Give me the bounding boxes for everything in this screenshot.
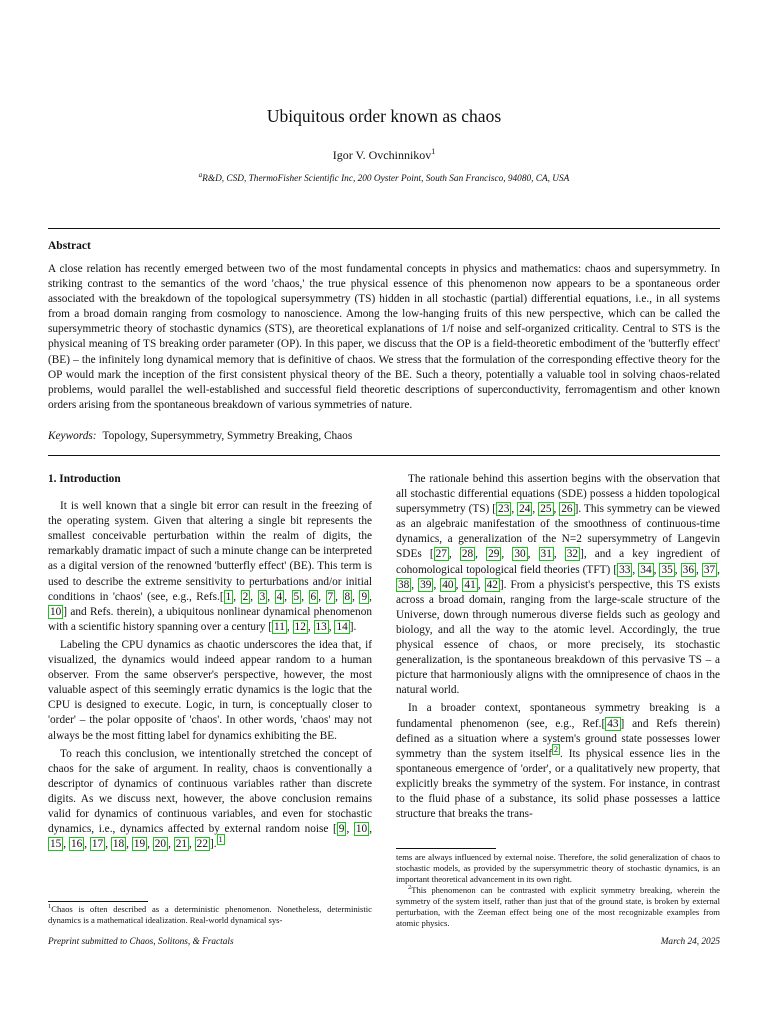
citation-link[interactable]: 6 xyxy=(310,590,317,603)
section-heading: 1. Introduction xyxy=(48,473,121,485)
footnote-rule-right xyxy=(396,848,496,849)
citation-link[interactable]: 11 xyxy=(274,620,285,633)
keywords xyxy=(48,430,352,442)
author-line xyxy=(0,148,768,163)
citation-link[interactable]: 10 xyxy=(355,823,368,836)
citation-link[interactable]: 21 xyxy=(175,838,188,851)
ref-group-7[interactable]: [ 43 ] xyxy=(601,717,625,730)
top-rule xyxy=(48,228,720,229)
paragraph-1: It is well known that a single bit error can result in the freezing of the operating system. Given that altering a single bit represents the smallest conceivable perturbation within the realm of digits, the remarkably dramatic impact of such a minute change can be interpreted as a digital version of the renowned 'butterfly effect' (BE). This term is used to describe the extreme sensitivity to perturbations and/or initial conditions in 'chaos' (see, e.g., Refs.[ 1 , 2 , 3 , 4 , 5 , 6 , 7 , 8 , 9 , 10 ] and Refs. therein), a ubiquitous nonlinear dynamical phenomenon with a scientific history spanning over a century [ 11 , 12 , 13 , 14 ]. xyxy=(48,500,372,633)
citation-link[interactable]: 14 xyxy=(336,620,348,633)
citation-link[interactable]: 10 xyxy=(50,605,62,618)
citation-link[interactable]: 4 xyxy=(276,590,283,603)
citation-link[interactable]: 8 xyxy=(344,590,351,603)
citation-link[interactable]: 41 xyxy=(464,578,476,591)
citation-link[interactable]: 34 xyxy=(640,563,652,576)
citation-link[interactable]: 32 xyxy=(566,548,579,561)
abstract-bottom-rule xyxy=(48,455,720,456)
footnote-link-2[interactable]: 2 xyxy=(554,744,559,754)
citation-link[interactable]: 12 xyxy=(294,620,306,633)
abstract-text: A close relation has recently emerged between two of the most fundamental concepts in physics and mathematics: chaos and supersymmetry. In striking contrast to the semantics of the word 'chaos,' the true physical essence of this phenomenon now appears to be a spontaneous order associated with the breakdown of the topological supersymmetry (TS) hidden in all stochastic (partial) differential equations, i.e., in all systems from a broad domain ranging from cosmology to nanoscience. Among the low-hanging fruits of this new perspective, which can be called the supersymmetric theory of stochastic dynamics (STS), are theoretical explanations of 1/f noise and self-organized criticality. Central to STS is the physical meaning of TS breaking order parameter (OP). In this paper, we discuss that the OP is a field-theoretic embodiment of the 'butterfly effect' (BE) – the infinitely long dynamical memory that is definitive of chaos. We stress that the formulation of the corresponding effective theory for the OP would mark the inception of the first consistent physical theory of the BE. Such a theory, potentially a valuable tool in solving chaos-related problems, would parallel the well-established and successful field theoretic descriptions of superconductivity, ferromagentism and other known orders arising from the spontaneous breakdown of various symmetries of nature. xyxy=(48,263,720,411)
citation-link[interactable]: 30 xyxy=(514,548,526,561)
author-mark: 1 xyxy=(431,147,436,156)
citation-link[interactable]: 40 xyxy=(442,578,454,591)
citation-link[interactable]: 16 xyxy=(70,838,83,851)
citation-link[interactable]: 2 xyxy=(242,590,249,603)
footer-journal: Preprint submitted to Chaos, Solitons, & Fractals xyxy=(48,937,234,947)
ref-group-6[interactable]: [ 33 , 34 , 35 , 36 , 37 , 38 , 39 , 40 , 41 , 42 ] xyxy=(398,563,720,591)
citation-link[interactable]: 26 xyxy=(561,503,573,516)
abstract-heading: Abstract xyxy=(48,240,91,252)
citation-link[interactable]: 7 xyxy=(327,590,334,603)
paragraph-4: The rationale behind this assertion begins with the observation that all stochastic differential equations (SDE) possess a hidden topological supersymmetry (TS) [ 23 , 24 , 25 , 26 ]. This symmetry can be viewed as an algebraic manifestation of the smoothness of continuous-time dynamics, a generalization of the N=2 supersymmetry of Langevin SDEs [ 27 , 28 , 29 , 30 , 31 , 32 ], and a key ingredient of cohomological topological field theories (TFT) [ 33 , 34 , 35 , 36 , 37 , 38 , 39 , 40 , 41 , 42 ]. From a physicist's perspective, this TS exists across a broad domain, ranging from the large-scale structure of the Universe, down through numerous diverse fields such as geology and biology, and all the way to the atomic level. Accordingly, the true physical essence of chaos, or more precisely, its stochastic generalization, is the spontaneous breakdown of this pervasive TS – a picture that harmoniously aligns with the omnipresence of chaos in the natural world. xyxy=(396,473,721,697)
citation-link[interactable]: 35 xyxy=(661,563,673,576)
citation-link[interactable]: 1 xyxy=(225,590,232,603)
ref-group-3[interactable]: [ 9 , 10 , 15 , 16 , 17 , 18 , 19 , 20 , 21 , 22 ] xyxy=(50,823,373,851)
footnote-1: $^1$Chaos is often described as a deterministic phenomenon. Nonetheless, deterministic dynamics is a mathematical idealization. Real-world dynamical sys- xyxy=(48,903,372,925)
citation-link[interactable]: 38 xyxy=(398,578,410,591)
affiliation xyxy=(0,170,768,184)
citation-link[interactable]: 9 xyxy=(361,590,368,603)
citation-link[interactable]: 20 xyxy=(154,838,167,851)
citation-link[interactable]: 9 xyxy=(338,823,345,836)
keywords-list: Topology, Supersymmetry, Symmetry Breaking, Chaos xyxy=(102,430,353,442)
citation-link[interactable]: 23 xyxy=(498,503,510,516)
citation-link[interactable]: 13 xyxy=(315,620,327,633)
citation-link[interactable]: 15 xyxy=(50,838,62,851)
ref-group-1[interactable]: [ 1 , 2 , 3 , 4 , 5 , 6 , 7 , 8 , 9 , 10 ] xyxy=(50,590,372,618)
citation-link[interactable]: 17 xyxy=(91,838,104,851)
ref-group-4[interactable]: [ 23 , 24 , 25 , 26 ] xyxy=(492,503,579,516)
citation-link[interactable]: 33 xyxy=(619,563,631,576)
paper-title: Ubiquitous order known as chaos xyxy=(266,106,502,126)
citation-link[interactable]: 37 xyxy=(703,563,716,576)
affiliation-mark: a xyxy=(198,170,203,179)
paragraph-5: In a broader context, spontaneous symmetry breaking is a fundamental phenomenon (see, e.g., Ref.[ 43 ] and Refs therein) defined as a situation where a system's ground state possesses lower symmetry than the system itself $^2$ . Its physical essence lies in the spontaneous emergence of 'order', or a qualitatively new property, that explicitly breaks the symmetry of the system. For instance, in contrast to the fluid phase of a substance, its solid phase possesses a lattice structure that breaks the trans- xyxy=(396,702,720,821)
citation-link[interactable]: 27 xyxy=(435,548,447,561)
author-name: Igor V. Ovchinnikov xyxy=(332,148,432,162)
paragraph-3: To reach this conclusion, we intentionally stretched the concept of chaos for the sake of argument. In reality, chaos is conventionally a descriptor of dynamics of continuous variables rather than discrete digits. As we discuss next, however, the above conclusion remains valid for dynamics of continuous variables, and even for stochastic dynamics, i.e., dynamics affected by external random noise [ 9 , 10 , 15 , 16 , 17 , 18 , 19 , 20 , 21 , 22 ]. $^1$ xyxy=(48,747,373,851)
footnote-1-continued: tems are always influenced by external noise. Therefore, the solid generalization of chaos to stochastic models, as provided by the supersymmetric theory of stochastic dynamics, is an important theoretical advancement in its own right. xyxy=(396,852,720,884)
citation-link[interactable]: 22 xyxy=(196,838,208,851)
left-column xyxy=(48,472,372,855)
citation-link[interactable]: 19 xyxy=(133,838,146,851)
affiliation-text: R&D, CSD, ThermoFisher Scientific Inc, 200 Oyster Point, South San Francisco, 94080, CA, USA xyxy=(202,174,570,184)
right-column xyxy=(396,472,720,825)
citation-link[interactable]: 28 xyxy=(461,548,474,561)
citation-link[interactable]: 31 xyxy=(540,548,552,561)
footer-date: March 24, 2025 xyxy=(660,937,720,947)
footnote-2: $^2$This phenomenon can be contrasted with explicit symmetry breaking, wherein the symmetry of the system itself, rather than just that of the ground state, is broken by external perturbation, with the Zeeman effect being one of the most recognizable examples from atomic physics. xyxy=(396,884,720,928)
citation-link[interactable]: 18 xyxy=(112,838,125,851)
citation-link[interactable]: 43 xyxy=(607,717,619,730)
keywords-label: Keywords: xyxy=(48,430,97,442)
footnote-link-1[interactable]: 1 xyxy=(218,835,223,845)
ref-group-2[interactable]: [ 11 , 12 , 13 , 14 ] xyxy=(268,620,354,633)
citation-link[interactable]: 5 xyxy=(293,590,300,603)
citation-link[interactable]: 39 xyxy=(420,578,432,591)
citation-link[interactable]: 42 xyxy=(486,578,498,591)
citation-link[interactable]: 25 xyxy=(540,503,552,516)
citation-link[interactable]: 3 xyxy=(259,590,266,603)
citation-link[interactable]: 24 xyxy=(519,503,531,516)
ref-group-5[interactable]: [ 27 , 28 , 29 , 30 , 31 , 32 ] xyxy=(429,548,584,561)
paragraph-2: Labeling the CPU dynamics as chaotic underscores the idea that, if visualized, the dynamics would indeed appear random to a human observer. From the same observer's perspective, however, the most valuable aspect of this seemingly erratic dynamics is the logic that the CPU is designed to execute. Logic, in turn, is conceptually closer to 'order' – the polar opposite of 'chaos'. In other words, 'chaos' may not always be the most fitting label for dynamics exhibiting the BE. xyxy=(48,638,372,742)
footnote-rule-left xyxy=(48,901,148,902)
citation-link[interactable]: 29 xyxy=(488,548,500,561)
citation-link[interactable]: 36 xyxy=(682,563,694,576)
